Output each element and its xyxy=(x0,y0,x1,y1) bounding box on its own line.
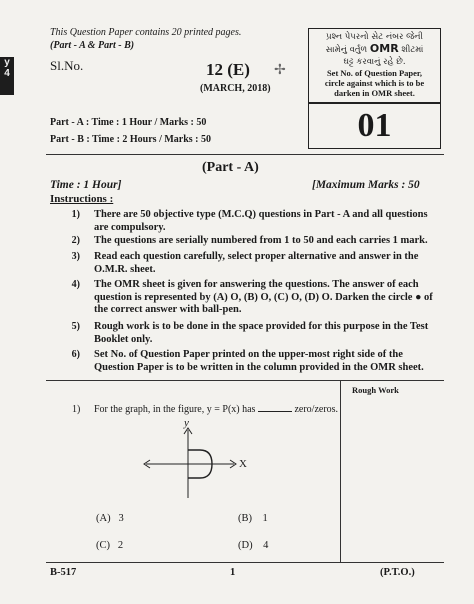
option-value: 2 xyxy=(117,540,124,551)
instructions-divider xyxy=(46,380,444,381)
option-d xyxy=(238,540,268,551)
set-instruction-gujarati-1: પ્રશ્ન પેપરનો સેટ નંબર જેની xyxy=(326,32,423,42)
parts-note: (Part - A & Part - B) xyxy=(50,40,135,51)
instruction-number: 3) xyxy=(71,251,80,262)
instruction-text: The questions are serially numbered from 1 to 50 and each carries 1 mark. xyxy=(94,235,428,246)
part-a-max-marks: [Maximum Marks : 50 xyxy=(312,179,420,191)
instruction-number: 6) xyxy=(71,349,80,360)
question-graph xyxy=(140,416,250,502)
printed-pages-note: This Question Paper contains 20 printed pages. xyxy=(50,27,242,38)
option-label: (C) xyxy=(96,540,110,551)
instruction-text: Rough work is to be done in the space provided for this purpose in the Test Booklet only. xyxy=(94,321,429,345)
question-text-post: zero/zeros. xyxy=(294,404,339,415)
part-b-time: Part - B : Time : 2 Hours / Marks : 50 xyxy=(50,134,212,145)
instruction-number: 1) xyxy=(71,209,80,220)
part-a-time: Part - A : Time : 1 Hour / Marks : 50 xyxy=(50,117,207,128)
instruction-text: Read each question carefully, select proper alternative and answer in the O.M.R. sheet. xyxy=(94,251,419,275)
option-label: (D) xyxy=(238,540,253,551)
option-label: (A) xyxy=(96,513,111,524)
instruction-text: There are 50 objective type (M.C.Q) questions in Part - A and all questions are compulsory. xyxy=(94,209,428,233)
y-axis-label: y xyxy=(184,417,189,429)
instruction-item xyxy=(50,235,444,251)
set-instruction-gujarati-2 xyxy=(311,43,438,56)
option-value: 4 xyxy=(263,540,269,551)
instructions-list xyxy=(50,209,444,375)
set-instruction-box xyxy=(308,28,441,103)
stamp-mark: ✢ xyxy=(274,63,286,78)
side-tab-top: y xyxy=(4,57,10,68)
page-number: 1 xyxy=(230,567,236,578)
instructions-heading: Instructions : xyxy=(50,193,114,205)
side-tab xyxy=(0,57,14,95)
gujarati-2-pre: સામેનું વર્તુળ xyxy=(325,45,368,55)
footer-paper-code: B-517 xyxy=(50,567,77,578)
set-number: 01 xyxy=(308,103,441,149)
set-instruction-english-3: darken in OMR sheet. xyxy=(334,88,415,98)
instruction-number: 4) xyxy=(71,279,80,290)
question-text xyxy=(94,404,344,416)
question-number: 1) xyxy=(72,404,81,415)
gujarati-2-omr: OMR xyxy=(369,42,399,55)
paper-code-title: 12 (E) xyxy=(206,60,250,79)
session: (MARCH, 2018) xyxy=(200,83,271,94)
set-instruction-english-2: circle against which is to be xyxy=(324,78,425,88)
instruction-item xyxy=(50,349,444,375)
footer-divider xyxy=(46,562,444,563)
option-value: 3 xyxy=(118,513,124,524)
option-c xyxy=(96,540,123,551)
instruction-item xyxy=(50,279,444,317)
part-a-time-limit: Time : 1 Hour] xyxy=(50,179,122,191)
gujarati-2-post: શીટમાં xyxy=(401,45,424,55)
instruction-item xyxy=(50,209,444,234)
x-axis-label: X xyxy=(239,458,247,470)
instruction-item xyxy=(50,321,444,347)
header-divider xyxy=(46,154,444,155)
question-text-pre: For the graph, in the figure, y = P(x) has xyxy=(94,404,256,415)
instruction-item xyxy=(50,251,444,277)
option-label: (B) xyxy=(238,513,252,524)
question-blank xyxy=(258,411,292,412)
instruction-text: Set No. of Question Paper printed on the upper-most right side of the Question Paper is to be written in the column provided in the OMR sheet. xyxy=(94,349,424,373)
pto-note: (P.T.O.) xyxy=(380,567,415,578)
option-value: 1 xyxy=(262,513,268,524)
option-a xyxy=(96,513,124,524)
set-instruction-english-1: Set No. of Question Paper, xyxy=(326,68,423,78)
set-instruction-gujarati-3: ઘટ્ટ કરવાનું રહે છે. xyxy=(343,57,406,67)
instruction-number: 5) xyxy=(71,321,80,332)
option-b xyxy=(238,513,268,524)
part-a-title: (Part - A) xyxy=(202,160,259,175)
sl-no-label: Sl.No. xyxy=(50,58,84,73)
instruction-number: 2) xyxy=(71,235,80,246)
instruction-text: The OMR sheet is given for answering the questions. The answer of each question is represented by (A) O, (B) O, (C) O, (D) O. Darken the circle ● of the correct answer with ball-pen. xyxy=(94,279,433,315)
rough-work-label: Rough Work xyxy=(352,385,399,395)
side-tab-bottom: 4 xyxy=(4,68,10,79)
